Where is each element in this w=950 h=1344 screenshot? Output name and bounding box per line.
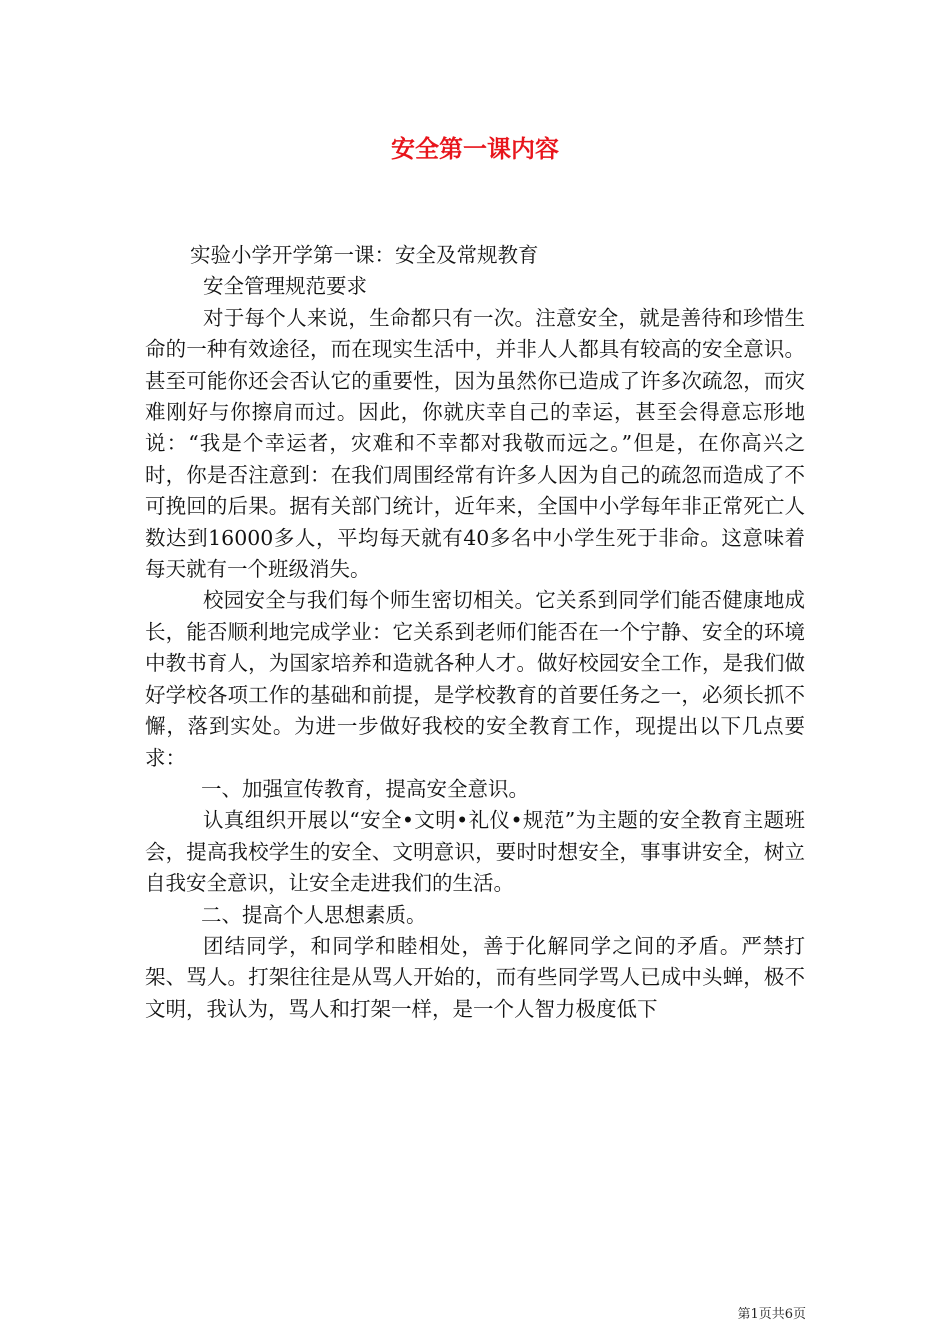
document-body <box>145 240 805 1025</box>
paragraph-body: 认真组织开展以“安全•文明•礼仪•规范”为主题的安全教育主题班会，提高我校学生的安全、文明意识，要时时想安全，事事讲安全，树立自我安全意识，让安全走进我们的生活。 <box>145 808 805 896</box>
paragraph-section-heading: 一、加强宣传教育，提高安全意识。 <box>201 776 529 801</box>
paragraph-section-heading: 二、提高个人思想素质。 <box>201 902 427 927</box>
paragraph-heading: 安全管理规范要求 <box>203 274 367 299</box>
paragraph-body: 校园安全与我们每个师生密切相关。它关系到同学们能否健康地成长，能否顺利地完成学业：它关系到老师们能否在一个宁静、安全的环境中教书育人，为国家培养和造就各种人才。做好校园安全工作，是我们做好学校各项工作的基础和前提，是学校教育的首要任务之一，必须长抓不懈，落到实处。为进一步做好我校的安全教育工作，现提出以下几点要求： <box>145 588 805 770</box>
paragraph-body: 对于每个人来说，生命都只有一次。注意安全，就是善待和珍惜生命的一种有效途径，而在现实生活中，并非人人都具有较高的安全意识。甚至可能你还会否认它的重要性，因为虽然你已造成了许多次疏忽，而灾难刚好与你擦肩而过。因此，你就庆幸自己的幸运，甚至会得意忘形地说：“我是个幸运者，灾难和不幸都对我敬而远之。”但是，在你高兴之时，你是否注意到：在我们周围经常有许多人因为自己的疏忽而造成了不可挽回的后果。据有关部门统计，近年来，全国中小学每年非正常死亡人数达到16000多人，平均每天就有40多名中小学生死于非命。这意味着每天就有一个班级消失。 <box>145 305 805 582</box>
document-title: 安全第一课内容 <box>391 134 559 163</box>
page-number: 第1页共6页 <box>737 1307 806 1322</box>
paragraph-subtitle: 实验小学开学第一课：安全及常规教育 <box>190 243 539 267</box>
paragraph-body: 团结同学，和同学和睦相处，善于化解同学之间的矛盾。严禁打架、骂人。打架往往是从骂人开始的，而有些同学骂人已成中头蝉，极不文明，我认为，骂人和打架一样，是一个人智力极度低下 <box>145 933 805 1021</box>
